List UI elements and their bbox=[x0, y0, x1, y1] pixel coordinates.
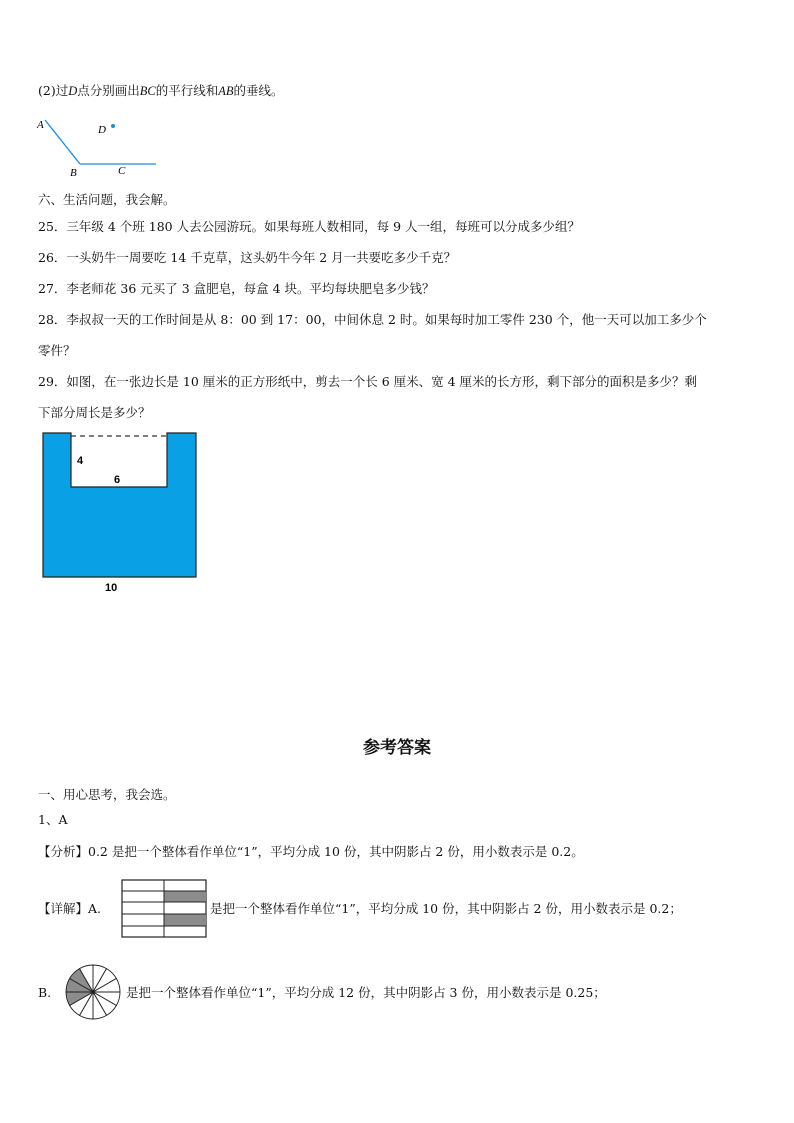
point-d-dot bbox=[111, 124, 115, 128]
line-ab: AB bbox=[218, 84, 234, 98]
question-24-2 bbox=[38, 83, 284, 99]
q24-text2: 的平行线和 bbox=[155, 83, 219, 98]
angle-abc-figure bbox=[34, 112, 164, 182]
question-27: 27．李老师花 36 元买了 3 盒肥皂，每盒 4 块。平均每块肥皂多少钱？ bbox=[38, 281, 435, 296]
question-28-cont: 零件？ bbox=[38, 343, 76, 358]
cut-square-figure bbox=[40, 430, 200, 598]
answer-item-1: 1、A bbox=[38, 812, 68, 827]
grid-figure-a bbox=[121, 879, 209, 939]
remaining-paper-shape bbox=[43, 433, 196, 577]
point-d: D bbox=[68, 84, 78, 98]
label-side-10: 10 bbox=[105, 582, 118, 594]
question-29: 29．如图，在一张边长是 10 厘米的正方形纸中，剪去一个长 6 厘米、宽 4 厘米的长方形，剩下部分的面积是多少？剩 bbox=[38, 374, 698, 389]
question-25: 25．三年级 4 个班 180 人去公园游玩。如果每班人数相同，每 9 人一组，每班可以分成多少组？ bbox=[38, 219, 581, 234]
question-26: 26．一头奶牛一周要吃 14 千克草，这头奶牛今年 2 月一共要吃多少千克？ bbox=[38, 250, 457, 265]
label-width-6: 6 bbox=[114, 474, 121, 486]
label-d: D bbox=[98, 124, 106, 136]
label-height-4: 4 bbox=[77, 455, 84, 467]
b-prefix: B. bbox=[38, 985, 52, 1000]
shaded-cell bbox=[164, 914, 206, 926]
pie-figure-b bbox=[64, 963, 124, 1023]
detail-b-text: 是把一个整体看作单位“1”，平均分成 12 份，其中阴影占 3 份，用小数表示是 0.25； bbox=[126, 985, 606, 1000]
answers-title: 参考答案 bbox=[363, 738, 431, 758]
section-6-heading: 六、生活问题，我会解。 bbox=[38, 192, 176, 207]
q24-text1: 点分别画出 bbox=[77, 83, 140, 98]
detail-a-text: 是把一个整体看作单位“1”，平均分成 10 份，其中阴影占 2 份，用小数表示是 0.2； bbox=[210, 901, 682, 916]
label-b: B bbox=[70, 167, 77, 179]
shaded-cell bbox=[164, 891, 206, 902]
label-c: C bbox=[118, 165, 126, 177]
question-28: 28．李叔叔一天的工作时间是从 8：00 到 17：00，中间休息 2 时。如果每时加工零件 230 个，他一天可以加工多少个 bbox=[38, 312, 707, 327]
question-29-cont: 下部分周长是多少？ bbox=[38, 405, 151, 420]
q24-text3: 的垂线。 bbox=[233, 83, 284, 98]
segment-ab bbox=[45, 120, 80, 164]
label-a: A bbox=[37, 119, 44, 131]
answers-section-1: 一、用心思考，我会选。 bbox=[38, 787, 176, 802]
answer-analysis: 【分析】0.2 是把一个整体看作单位“1”，平均分成 10 份，其中阴影占 2 份，用小数表示是 0.2。 bbox=[38, 844, 584, 859]
q24-prefix: (2)过 bbox=[38, 83, 69, 98]
detail-prefix: 【详解】A. bbox=[38, 901, 102, 916]
line-bc: BC bbox=[139, 84, 156, 98]
